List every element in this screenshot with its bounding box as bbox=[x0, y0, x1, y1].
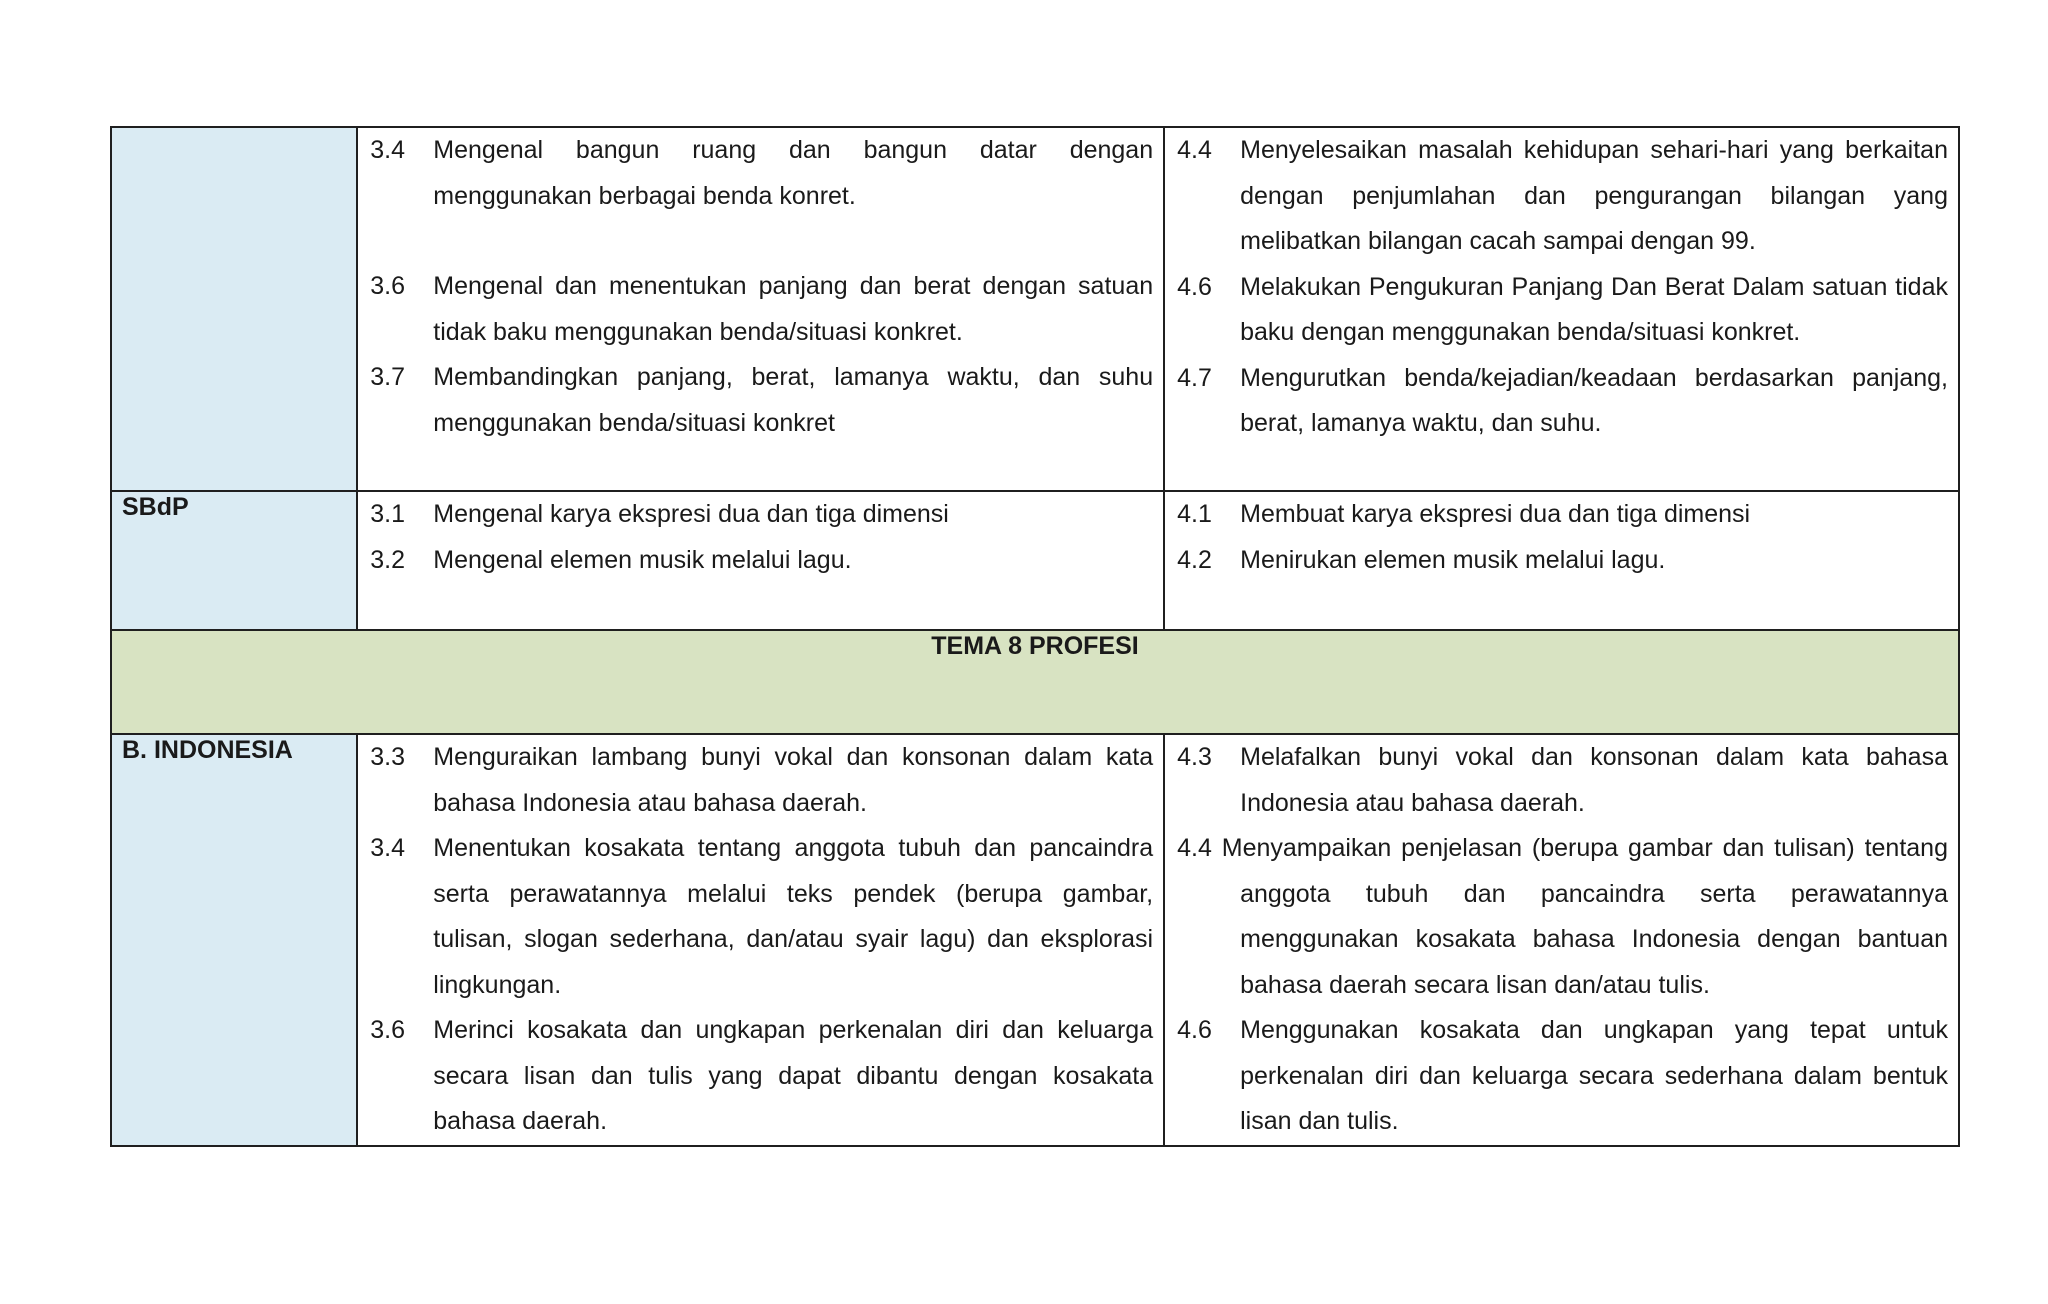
table-row bbox=[111, 491, 1959, 630]
kd-number: 4.2 bbox=[1177, 545, 1212, 574]
kd-text: Mengurutkan benda/kejadian/keadaan berdasarkan panjang, berat, lamanya waktu, dan suhu. bbox=[1240, 363, 1948, 437]
kd-text: Mengenal elemen musik melalui lagu. bbox=[433, 545, 852, 574]
list-item bbox=[1177, 826, 1948, 1008]
kd-number: 3.6 bbox=[370, 1016, 406, 1044]
spacer bbox=[370, 219, 1153, 264]
kd-number: 3.3 bbox=[370, 743, 406, 771]
kd-text: Melafalkan bunyi vokal dan konsonan dalam kata bahasa Indonesia atau bahasa daerah. bbox=[1240, 743, 1948, 817]
kd-number: 4.7 bbox=[1177, 363, 1212, 392]
list-item bbox=[370, 1008, 1153, 1145]
theme-heading-cell bbox=[111, 630, 1959, 734]
table-row bbox=[111, 630, 1959, 734]
kd-number: 4.1 bbox=[1177, 500, 1212, 528]
subject-cell bbox=[111, 491, 357, 630]
kd-number: 3.1 bbox=[370, 500, 406, 528]
list-item bbox=[370, 538, 1153, 584]
kd-text: Menggunakan kosakata dan ungkapan yang tepat untuk perkenalan diri dan keluarga secara sederhana dalam bentuk lisan dan tulis. bbox=[1240, 1016, 1948, 1135]
kd-number: 3.4 bbox=[370, 136, 406, 164]
list-item bbox=[1177, 1008, 1948, 1145]
table-row bbox=[111, 127, 1959, 491]
list-item bbox=[370, 492, 1153, 538]
kd-text: Mengenal dan menentukan panjang dan berat dengan satuan tidak baku menggunakan benda/situasi konkret. bbox=[433, 272, 1154, 346]
table-row bbox=[111, 734, 1959, 1146]
subject-label: B. INDONESIA bbox=[122, 736, 293, 764]
ki3-cell bbox=[357, 734, 1164, 1146]
kd-number: 3.7 bbox=[370, 363, 406, 391]
list-item bbox=[370, 735, 1153, 826]
ki4-cell bbox=[1164, 127, 1959, 491]
kd-text: Menirukan elemen musik melalui lagu. bbox=[1240, 545, 1666, 574]
kd-number: 3.6 bbox=[370, 272, 406, 300]
kd-text: Menguraikan lambang bunyi vokal dan konsonan dalam kata bahasa Indonesia atau bahasa daerah. bbox=[433, 743, 1154, 817]
kd-text: Menyelesaikan masalah kehidupan sehari-hari yang berkaitan dengan penjumlahan dan pengurangan bilangan yang melibatkan bilangan cacah sampai dengan 99. bbox=[1240, 136, 1948, 255]
list-item bbox=[370, 355, 1153, 446]
list-item bbox=[1177, 356, 1948, 447]
kd-text: Menyampaikan penjelasan (berupa gambar dan tulisan) tentang anggota tubuh dan pancaindra serta perawatannya menggunakan kosakata bahasa Indonesia dengan bantuan bahasa daerah secara lisan dan/atau tulis. bbox=[1221, 834, 1948, 999]
list-item bbox=[1177, 265, 1948, 356]
list-item bbox=[1177, 492, 1948, 538]
ki3-cell bbox=[357, 127, 1164, 491]
list-item bbox=[1177, 538, 1948, 584]
kd-number: 4.4 bbox=[1177, 136, 1212, 164]
competency-table bbox=[110, 126, 1960, 1147]
list-item bbox=[1177, 735, 1948, 826]
kd-text: Merinci kosakata dan ungkapan perkenalan diri dan keluarga secara lisan dan tulis yang dapat dibantu dengan kosakata bahasa daerah. bbox=[433, 1016, 1154, 1135]
list-item bbox=[370, 128, 1153, 219]
kd-text: Menentukan kosakata tentang anggota tubuh dan pancaindra serta perawatannya melalui teks pendek (berupa gambar, tulisan, slogan sederhana, dan/atau syair lagu) dan eksplorasi lingkungan. bbox=[433, 834, 1154, 999]
kd-number: 4.6 bbox=[1177, 272, 1212, 301]
list-item bbox=[370, 264, 1153, 355]
kd-text: Mengenal karya ekspresi dua dan tiga dimensi bbox=[433, 500, 949, 528]
list-item bbox=[370, 826, 1153, 1008]
ki3-cell bbox=[357, 491, 1164, 630]
kd-text: Melakukan Pengukuran Panjang Dan Berat Dalam satuan tidak baku dengan menggunakan benda/situasi konkret. bbox=[1240, 272, 1948, 346]
kd-number: 4.4 bbox=[1177, 834, 1212, 862]
kd-text: Membandingkan panjang, berat, lamanya waktu, dan suhu menggunakan benda/situasi konkret bbox=[433, 363, 1154, 437]
kd-number: 3.2 bbox=[370, 545, 406, 574]
kd-number: 4.3 bbox=[1177, 743, 1212, 771]
kd-text: Mengenal bangun ruang dan bangun datar dengan menggunakan berbagai benda konret. bbox=[433, 136, 1154, 210]
kd-text: Membuat karya ekspresi dua dan tiga dimensi bbox=[1240, 500, 1751, 528]
ki4-cell bbox=[1164, 491, 1959, 630]
subject-cell bbox=[111, 127, 357, 491]
list-item bbox=[1177, 128, 1948, 265]
kd-number: 4.6 bbox=[1177, 1016, 1212, 1044]
ki4-cell bbox=[1164, 734, 1959, 1146]
subject-cell bbox=[111, 734, 357, 1146]
theme-title: TEMA 8 PROFESI bbox=[931, 632, 1139, 660]
subject-label: SBdP bbox=[122, 493, 189, 521]
kd-number: 3.4 bbox=[370, 834, 406, 862]
